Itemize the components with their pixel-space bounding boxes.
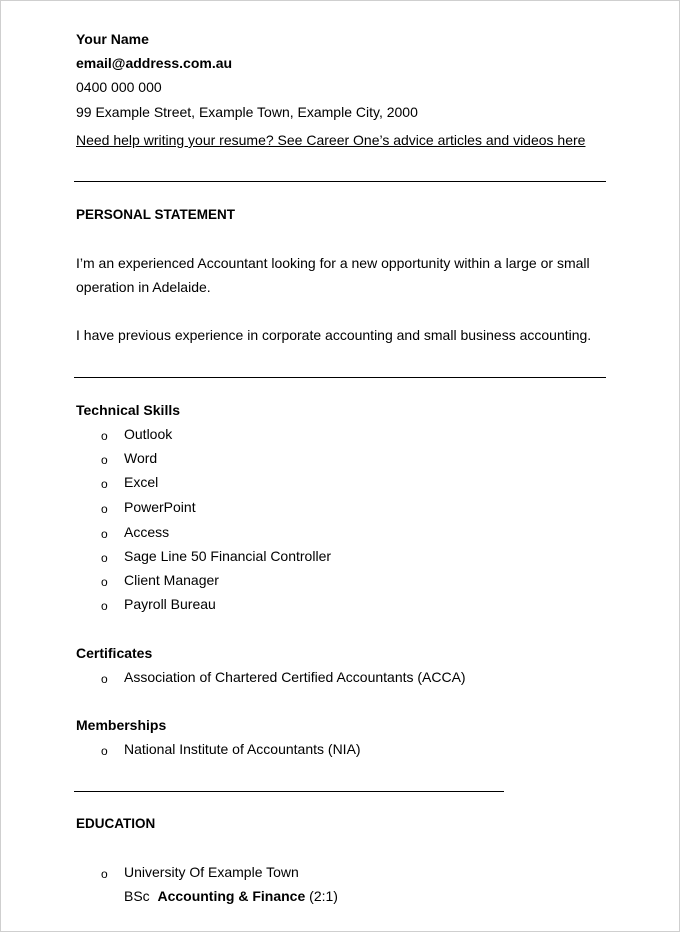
degree-prefix: BSc	[124, 888, 150, 904]
degree-line	[124, 888, 338, 904]
bullet-icon: o	[101, 599, 108, 613]
bullet-icon: o	[101, 477, 108, 491]
career-advice-link[interactable]: Need help writing your resume? See Career One’s advice articles and videos here	[76, 132, 586, 148]
email-text: email@address.com.au	[76, 55, 233, 71]
name-heading: Your Name	[76, 31, 149, 47]
list-item: Payroll Bureau	[124, 596, 216, 612]
list-item: Word	[124, 450, 158, 466]
education-heading: EDUCATION	[76, 816, 156, 831]
statement-line-2: operation in Adelaide.	[76, 279, 211, 295]
bullet-icon: o	[101, 429, 108, 443]
phone-text: 0400 000 000	[76, 79, 162, 95]
bullet-icon: o	[101, 527, 108, 541]
bullet-icon: o	[101, 551, 108, 565]
bullet-icon: o	[101, 672, 108, 686]
divider	[74, 791, 504, 792]
list-item: National Institute of Accountants (NIA)	[124, 741, 361, 757]
certificates-heading: Certificates	[76, 645, 153, 661]
memberships-heading: Memberships	[76, 717, 167, 733]
degree-grade: (2:1)	[309, 888, 338, 904]
institution-name: University Of Example Town	[124, 864, 299, 880]
technical-skills-heading: Technical Skills	[76, 402, 181, 418]
bullet-icon: o	[101, 453, 108, 467]
divider	[74, 377, 606, 378]
list-item: Access	[124, 524, 170, 540]
list-item: Sage Line 50 Financial Controller	[124, 548, 332, 564]
address-text: 99 Example Street, Example Town, Example City, 2000	[76, 104, 418, 120]
statement-line-1: I’m an experienced Accountant looking for a new opportunity within a large or small	[76, 255, 590, 271]
bullet-icon: o	[101, 575, 108, 589]
bullet-icon: o	[101, 744, 108, 758]
list-item: PowerPoint	[124, 499, 196, 515]
list-item: Outlook	[124, 426, 173, 442]
personal-statement-heading: PERSONAL STATEMENT	[76, 207, 236, 222]
degree-subject: Accounting & Finance	[157, 888, 306, 904]
list-item: Excel	[124, 474, 159, 490]
list-item: Client Manager	[124, 572, 219, 588]
bullet-icon: o	[101, 867, 108, 881]
statement-paragraph-2: I have previous experience in corporate accounting and small business accounting.	[76, 327, 592, 343]
divider	[74, 181, 606, 182]
list-item: Association of Chartered Certified Accountants (ACCA)	[124, 669, 466, 685]
bullet-icon: o	[101, 502, 108, 516]
